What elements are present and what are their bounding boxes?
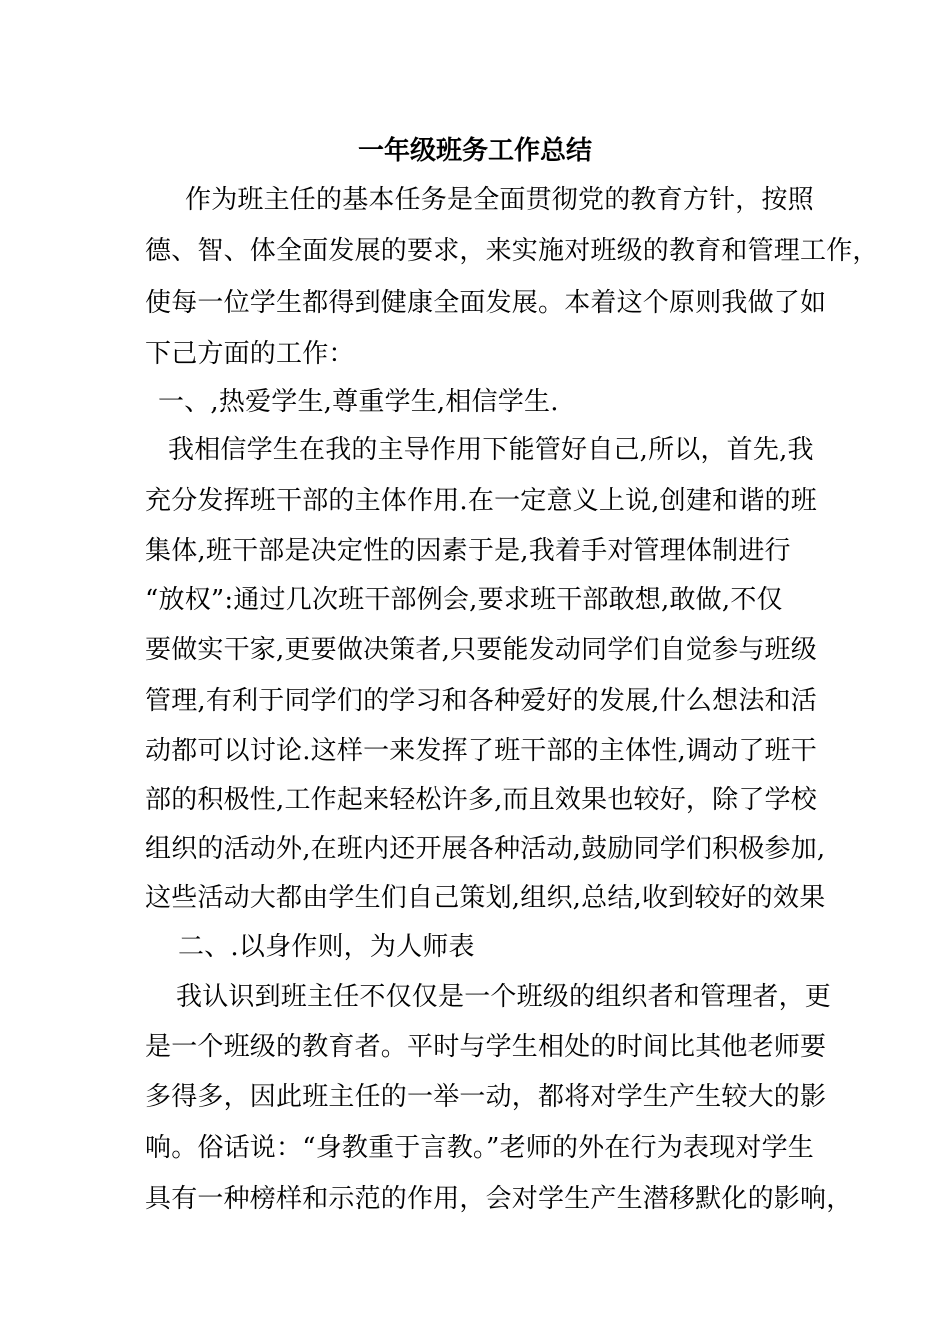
paragraph-line: 集体,班干部是决定性的因素于是,我着手对管理体制进行 xyxy=(145,536,791,566)
paragraph-line: 多得多，因此班主任的一举一动，都将对学生产生较大的影 xyxy=(145,1082,827,1112)
paragraph-line: 充分发挥班干部的主体作用.在一定意义上说,创建和谐的班 xyxy=(145,486,817,516)
paragraph-line: 作为班主任的基本任务是全面贯彻党的教育方针，按照 xyxy=(185,185,814,215)
paragraph-line: 德、智、体全面发展的要求，来实施对班级的教育和管理工作， xyxy=(145,236,879,266)
paragraph-line: 动都可以讨论.这样一来发挥了班干部的主体性,调动了班干 xyxy=(145,736,817,766)
paragraph-line: 使每一位学生都得到健康全面发展。本着这个原则我做了如 xyxy=(145,288,827,318)
document-title: 一年级班务工作总结 xyxy=(357,136,592,166)
paragraph-line: 管理,有利于同学们的学习和各种爱好的发展,什么想法和活 xyxy=(145,686,817,716)
paragraph-line: 要做实干家,更要做决策者,只要能发动同学们自觉参与班级 xyxy=(145,635,817,665)
paragraph-line: 我相信学生在我的主导作用下能管好自己,所以，首先,我 xyxy=(168,435,814,465)
paragraph-line: 部的积极性,工作起来轻松许多,而且效果也较好，除了学校 xyxy=(145,785,817,815)
paragraph-line: 响。俗话说：“身教重于言教。”老师的外在行为表现对学生 xyxy=(145,1133,814,1163)
paragraph-line: 下己方面的工作： xyxy=(145,339,355,369)
paragraph-line: 是一个班级的教育者。平时与学生相处的时间比其他老师要 xyxy=(145,1032,827,1062)
paragraph-line: 我认识到班主任不仅仅是一个班级的组织者和管理者，更 xyxy=(176,982,832,1012)
section-heading-1: 一、,热爱学生,尊重学生,相信学生. xyxy=(158,387,559,417)
paragraph-line: 具有一种榜样和示范的作用，会对学生产生潜移默化的影响， xyxy=(145,1184,853,1214)
paragraph-line: 这些活动大都由学生们自己策划,组织,总结,收到较好的效果 xyxy=(145,883,826,913)
paragraph-line: 组织的活动外,在班内还开展各种活动,鼓励同学们积极参加, xyxy=(145,834,826,864)
section-heading-2: 二、.以身作则，为人师表 xyxy=(178,932,475,962)
paragraph-line: “放权”:通过几次班干部例会,要求班干部敢想,敢做,不仅 xyxy=(145,585,783,615)
